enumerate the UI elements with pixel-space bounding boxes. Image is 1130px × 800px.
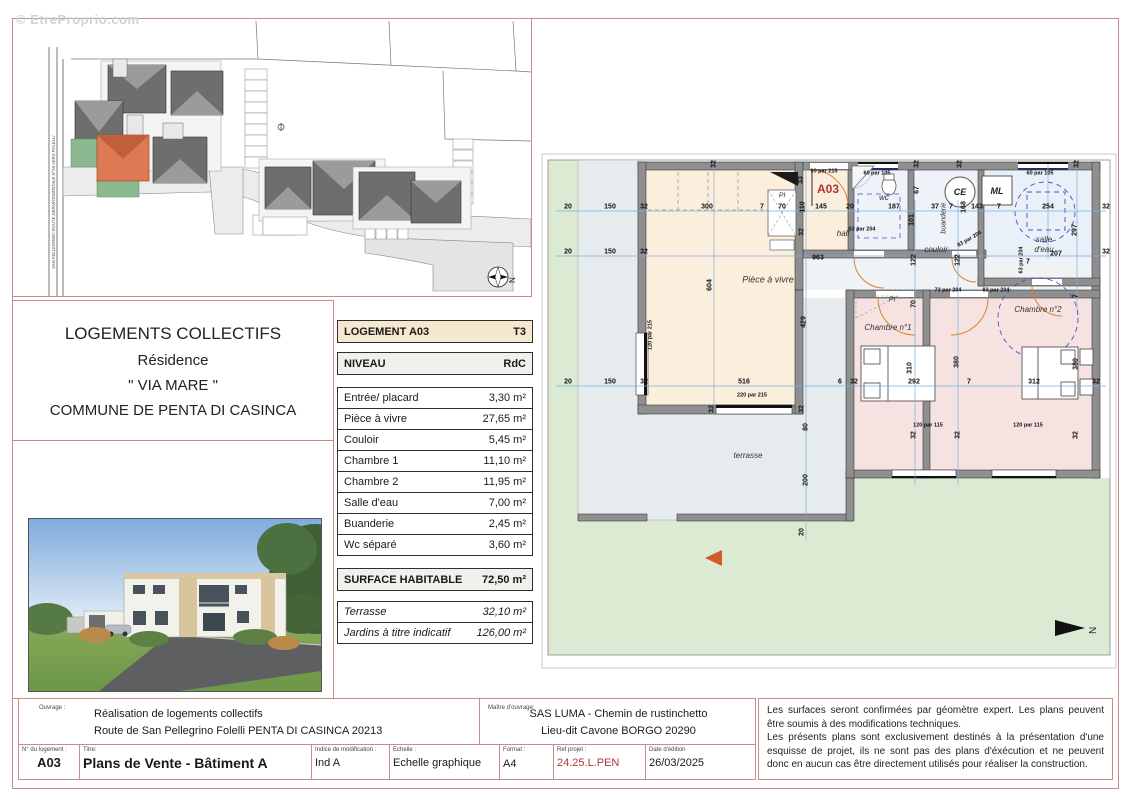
dim-label: 80 <box>802 423 810 431</box>
site-road-label: SAN PELLEGRINO ROUTE DEPARTEMENTALE N°58 VERS FOLELLI <box>51 135 56 269</box>
dim-label: 32 <box>1072 431 1080 439</box>
site-compass-icon <box>488 267 508 287</box>
room-row: Entrée/ placard 3,30 m² <box>337 387 533 409</box>
surface-total-row <box>337 568 533 591</box>
dim-label: 32 <box>954 431 962 439</box>
level-label: NIVEAU <box>344 357 386 370</box>
dim-label: 32 <box>798 405 806 413</box>
ouvrage-box <box>18 698 480 745</box>
format-cell <box>499 745 553 779</box>
surface-total-label: SURFACE HABITABLE <box>344 573 463 586</box>
ce-label: CE <box>953 187 967 197</box>
dim-label: 32 <box>910 431 918 439</box>
dim-label: 150 <box>604 203 616 211</box>
dim-label: 32 <box>798 228 806 236</box>
project-header-box <box>12 300 334 442</box>
moa-box <box>479 698 756 745</box>
indice-label: Indice de modification : <box>315 747 377 753</box>
dim-label: 101 <box>908 214 916 226</box>
titre-value: Plans de Vente - Bâtiment A <box>83 755 268 771</box>
dim-label: 380 <box>1072 358 1080 370</box>
dim-label: 380 <box>953 356 961 368</box>
dim-label: 187 <box>888 203 900 211</box>
num-label: N° du logement : <box>22 747 67 753</box>
ouvrage-line1: Réalisation de logements collectifs <box>94 708 263 720</box>
dim-label: 20 <box>846 203 854 211</box>
moa-line1: SAS LUMA - Chemin de rustinchetto <box>529 708 708 720</box>
opening-label: 73 par 204 <box>934 287 962 294</box>
num-cell <box>19 745 79 779</box>
dim-label: 6 <box>838 378 842 386</box>
project-commune: COMMUNE DE PENTA DI CASINCA <box>49 401 297 419</box>
building-render <box>28 518 322 692</box>
extra-row: Jardins à titre indicatif 126,00 m² <box>337 622 533 644</box>
dim-label: 429 <box>800 316 808 328</box>
room-label: wc <box>879 193 889 202</box>
date-label: Date d'édition <box>649 747 686 753</box>
opening-label: 83 par 204 <box>982 287 1010 294</box>
moa-label: Maître d'ouvrage: <box>488 705 535 711</box>
room-row: Buanderie 2,45 m² <box>337 513 533 535</box>
unit-table-header <box>337 320 533 343</box>
dim-label: 200 <box>802 474 810 486</box>
opening-label: 120 par 215 <box>647 320 654 350</box>
dim-label: 32 <box>1092 378 1100 386</box>
room-label: PI <box>778 192 786 200</box>
dim-label: 604 <box>706 279 714 291</box>
date-cell <box>645 745 757 779</box>
room-row: Salle d'eau 7,00 m² <box>337 492 533 514</box>
dim-label: 32 <box>1102 203 1110 211</box>
watermark: © EtreProprio.com <box>16 12 140 27</box>
unit-label: LOGEMENT A03 <box>344 325 430 338</box>
dim-label: 20 <box>564 203 572 211</box>
level-row <box>337 352 533 375</box>
project-title: LOGEMENTS COLLECTIFS <box>64 323 282 343</box>
dim-label: 37 <box>931 203 939 211</box>
dim-label: 143 <box>971 203 983 211</box>
dim-label: 207 <box>1050 250 1062 258</box>
echelle-label: Echelle : <box>393 747 417 753</box>
site-north-label: N <box>508 277 517 283</box>
room-label: Chambre n°2 <box>1014 305 1062 314</box>
room-label: couloir <box>924 245 948 254</box>
dim-label: 32 <box>913 160 921 168</box>
ref-value: 24.25.L.PEN <box>557 757 620 769</box>
plan-north-label: N <box>1088 626 1099 634</box>
dim-label: 963 <box>812 254 824 262</box>
surface-total-value: 72,50 m² <box>481 573 526 586</box>
titre-label: Titre: <box>83 747 97 753</box>
dim-label: 7 <box>1026 258 1030 266</box>
room-label: Chambre n°1 <box>864 323 912 332</box>
dim-label: 67 <box>913 186 921 194</box>
level-value: RdC <box>503 357 526 370</box>
dim-label: 20 <box>564 378 572 386</box>
dim-label: 33 <box>797 176 805 184</box>
format-value: A4 <box>503 758 517 770</box>
plan-annotations <box>540 150 1120 690</box>
dim-label: 150 <box>604 378 616 386</box>
ouvrage-line2: Route de San Pellegrino Folelli PENTA DI CASINCA 20213 <box>94 725 383 737</box>
opening-label: 63 par 204 <box>848 226 876 233</box>
disclaimer-box <box>758 698 1113 780</box>
dim-label: 110 <box>799 201 807 213</box>
project-residence: Résidence <box>137 351 209 369</box>
dim-label: 7 <box>1072 294 1080 298</box>
ref-label: Ref projet : <box>557 747 587 753</box>
opening-label: 120 par 115 <box>913 422 943 429</box>
dim-label: 122 <box>910 254 918 266</box>
dim-label: 254 <box>1042 203 1054 211</box>
dim-label: 20 <box>564 248 572 256</box>
site-plan-drawing <box>13 19 531 296</box>
extra-row: Terrasse 32,10 m² <box>337 601 533 623</box>
dim-label: 70 <box>778 203 786 211</box>
room-label: buanderie <box>940 202 948 234</box>
format-label: Format : <box>503 747 526 753</box>
project-name: " VIA MARE " <box>128 376 218 394</box>
room-label: Pièce à vivre <box>742 274 794 285</box>
dim-label: 300 <box>701 203 713 211</box>
dim-label: 310 <box>906 362 914 374</box>
date-value: 26/03/2025 <box>649 757 705 769</box>
dim-label: 7 <box>760 203 764 211</box>
room-label: salle <box>1035 235 1053 244</box>
disclaimer-para2: Les présents plans sont exclusivement destinés à la présentation d'une esquisse de projet, ils ne sont pas des plans d'éxécution et ne peuvent donc en aucun cas être directement utilisés pour réaliser la construction. <box>767 732 1104 770</box>
dim-label: 516 <box>738 378 750 386</box>
opening-label: 220 par 215 <box>737 392 767 399</box>
dim-label: 32 <box>640 203 648 211</box>
dim-label: 20 <box>798 528 806 536</box>
opening-label: 120 par 115 <box>1013 422 1043 429</box>
dim-label: 7 <box>949 203 953 211</box>
room-rows <box>337 387 533 556</box>
dim-label: 32 <box>640 248 648 256</box>
extra-rows <box>337 601 533 644</box>
disclaimer-para1: Les surfaces seront confirmées par géomètre expert. Les plans peuvent être soumis à des modifications techniques. <box>767 705 1104 730</box>
dim-label: 70 <box>910 300 918 308</box>
opening-label: 90 par 215 <box>810 168 838 175</box>
ouvrage-label: Ouvrage : <box>39 705 66 711</box>
room-row: Pièce à vivre 27,65 m² <box>337 408 533 430</box>
opening-label: 83 par 204 <box>956 230 983 249</box>
dim-label: 7 <box>997 203 1001 211</box>
dim-label: 32 <box>1073 160 1081 168</box>
dim-label: 32 <box>850 378 858 386</box>
dim-label: 32 <box>708 405 716 413</box>
indice-value: Ind A <box>315 757 341 769</box>
room-label: hall <box>836 229 850 238</box>
room-row: Couloir 5,45 m² <box>337 429 533 451</box>
dim-label: 32 <box>640 378 648 386</box>
dim-label: 150 <box>604 248 616 256</box>
dim-label: 7 <box>967 378 971 386</box>
room-row: Chambre 1 11,10 m² <box>337 450 533 472</box>
opening-label: 63 par 204 <box>1018 246 1025 274</box>
dim-label: 292 <box>908 378 920 386</box>
dim-label: 32 <box>956 160 964 168</box>
room-label: d'eau <box>1034 245 1054 254</box>
unit-table <box>337 320 533 644</box>
dim-label: 312 <box>1028 378 1040 386</box>
room-row: Wc séparé 3,60 m² <box>337 534 533 556</box>
dim-label: 145 <box>815 203 827 211</box>
room-row: Chambre 2 11,95 m² <box>337 471 533 493</box>
dim-label: 168 <box>960 201 968 213</box>
dim-label: 32 <box>1102 248 1110 256</box>
indice-cell <box>311 745 389 779</box>
num-value: A03 <box>37 755 61 770</box>
moa-line2: Lieu-dit Cavone BORGO 20290 <box>541 725 696 737</box>
ml-label: ML <box>990 186 1004 196</box>
photo-box <box>12 440 334 699</box>
room-label: terrasse <box>733 451 763 460</box>
ref-cell <box>553 745 645 779</box>
echelle-cell <box>389 745 499 779</box>
unit-type: T3 <box>513 325 526 338</box>
opening-label: 60 par 105 <box>863 170 891 177</box>
dim-label: 122 <box>954 254 962 266</box>
room-label: PI <box>888 296 896 304</box>
dim-label: 32 <box>710 160 718 168</box>
echelle-value: Echelle graphique <box>393 757 482 769</box>
dim-label: 297 <box>1071 224 1079 236</box>
titre-cell <box>79 745 311 779</box>
plan-unit-label: A03 <box>816 182 840 196</box>
site-plan-box <box>12 18 532 297</box>
opening-label: 60 par 105 <box>1026 170 1054 177</box>
floor-plan <box>540 150 1120 690</box>
titleblock-row2 <box>18 744 756 780</box>
